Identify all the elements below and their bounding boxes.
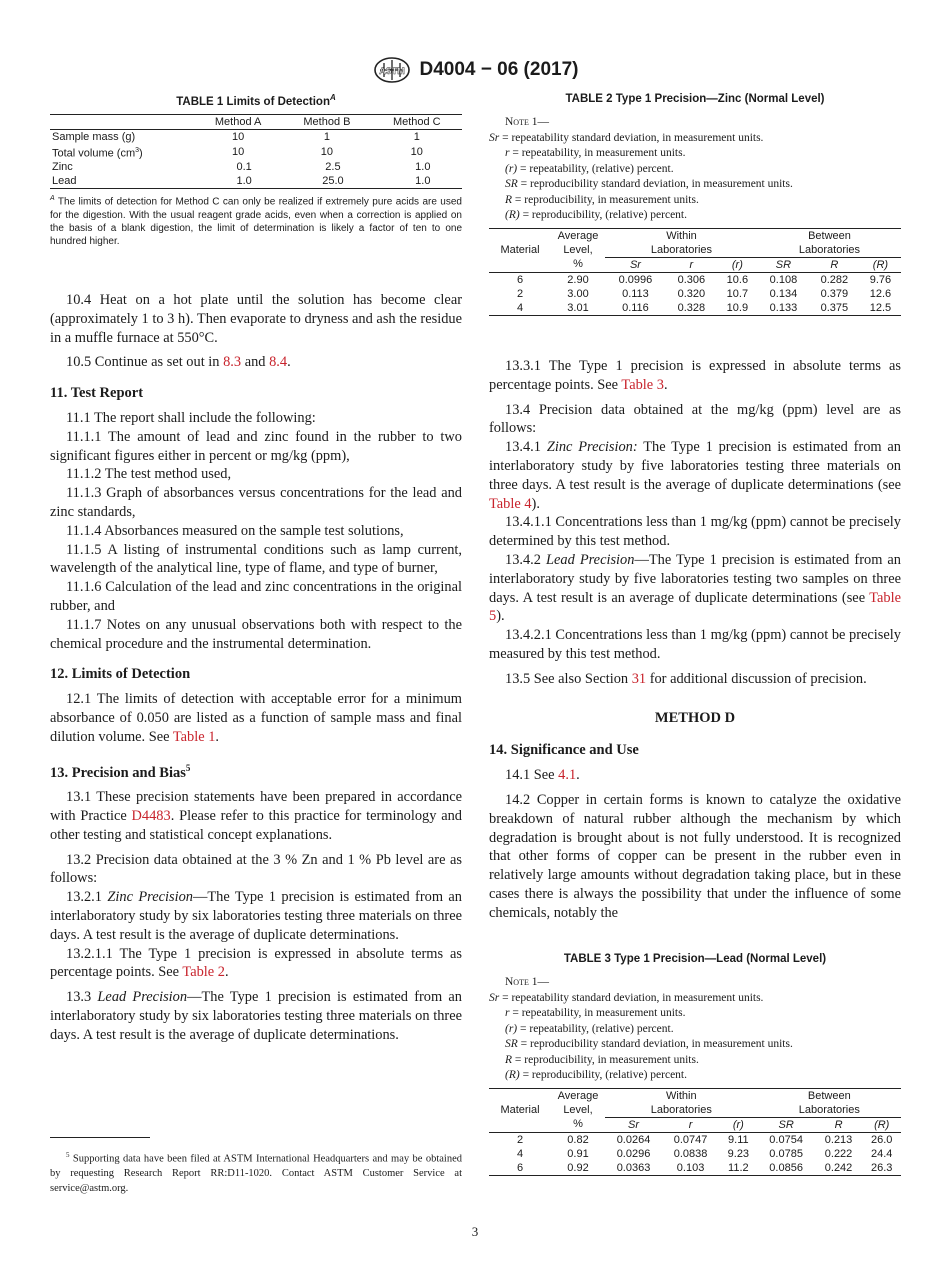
left-column bbox=[50, 291, 462, 1045]
table-1-footnote: $^A$ The limits of detection for Method C can only be realized if extremely pure acids are used for the digestion. With the usual reagent grade acids, even when a correction is applied on the basis of a blank digestion, the limit of determination is likely a factor of ten to one hundred higher. bbox=[50, 195, 462, 247]
table-row: Sample mass (g) 10 1 1 bbox=[52, 130, 420, 143]
footnote-5: $^5$ Supporting data have been filed at ASTM International Headquarters and may be obtained by requesting Research Report RR:D11-1020. Contact ASTM Customer Service at service@astm.org. bbox=[50, 1151, 462, 1194]
link-table-2[interactable]: Table 2 bbox=[182, 964, 225, 981]
para-13-1: 13.1 These precision statements have been prepared in accordance with Practice D4483. Please refer to this practice for terminology and other testing and statistical concept explanations. bbox=[50, 789, 462, 843]
table-1-grid bbox=[50, 114, 462, 190]
link-d4483[interactable]: D4483 bbox=[131, 807, 171, 824]
link-4-1[interactable]: 4.1 bbox=[558, 767, 577, 784]
table-row: 6 0.92 0.0363 0.103 11.2 0.0856 0.242 26.3 bbox=[489, 1161, 901, 1176]
table-row: 4 3.01 0.116 0.328 10.9 0.133 0.375 12.5 bbox=[489, 301, 901, 316]
para-11-1-7: 11.1.7 Notes on any unusual observations both with respect to the chemical procedure and the instrumental determination. bbox=[50, 616, 462, 652]
para-11-1-6: 11.1.6 Calculation of the lead and zinc concentrations in the original rubber, and bbox=[50, 579, 462, 614]
table-1-col: Method A bbox=[214, 115, 262, 128]
para-12-1: 12.1 The limits of detection with acceptable error for a minimum absorbance of 0.050 are listed as a function of sample mass and final dilution volume. See Table 1. bbox=[50, 691, 462, 745]
link-table-1[interactable]: Table 1 bbox=[172, 728, 216, 745]
designation: D4004 − 06 (2017) bbox=[419, 59, 579, 80]
link-table-5[interactable]: Table 5 bbox=[489, 589, 901, 625]
para-14-2: 14.2 Copper in certain forms is known to catalyze the oxidative breakdown of natural rubber although the mechanism by which degradation is brought about is not fully understood. It is recognized that other forms of copper can be present in the rubber even in relatively large amounts without degradation taking place, but in these cases there is always the possibility that under the influence of some chemicals, notably the bbox=[489, 791, 901, 921]
para-11-1-5: 11.1.5 A listing of instrumental conditions such as lamp current, wavelength of the analytical line, type of flame, and type of burner, bbox=[50, 541, 462, 577]
svg-text:ASTM: ASTM bbox=[378, 66, 405, 76]
footnote-rule bbox=[50, 1137, 150, 1138]
para-13-2-1: 13.2.1 Zinc Precision—The Type 1 precision is estimated from an interlaboratory study by six laboratories testing three materials on three days. A test result is the average of duplicate determinations. bbox=[50, 889, 462, 943]
table-2 bbox=[489, 93, 901, 316]
para-13-3: 13.3 Lead Precision—The Type 1 precision is estimated from an interlaboratory study by six laboratories testing three materials on three days. A test result is the average of duplicate determinations. bbox=[50, 989, 463, 1043]
para-10-4: 10.4 Heat on a hot plate until the solution has become clear (approximately 1 to 3 h). Then evaporate to dryness and ash the residue in a muffle furnace at 550°C. bbox=[50, 292, 462, 346]
link-section-31[interactable]: 31 bbox=[631, 670, 647, 687]
table-1-col: Method B bbox=[303, 115, 351, 128]
para-13-4-2-1: 13.4.2.1 Concentrations less than 1 mg/kg (ppm) cannot be precisely measured by this test method. bbox=[489, 627, 901, 662]
table-2-note: Note 1— Sr = repeatability standard deviation, in measurement units. r = repeatability, in measurement units. (r) = repeatability, (relative) percent. SR = reproducibility standard deviation, in measurement units. R = reproducibility, in measurement units. (R) = reproducibility, (relative) percent. bbox=[489, 116, 793, 221]
table-row: 4 0.91 0.0296 0.0838 9.23 0.0785 0.222 24.4 bbox=[516, 1147, 893, 1160]
table-2-grid: Material Average Within Between Level, Laboratories Laboratories % Sr r (r) SR R (R) 6 2.90 0.0996 0.306 10.6 0.108 0.282 9.76 2 3.00 0.113 0.320 10.7 0.134 0.379 12.6 4 3.01 0.116 0.328 10.9 0.133 0.375 12.5 bbox=[489, 228, 901, 316]
table-3-note: Note 1— Sr = repeatability standard deviation, in measurement units. r = repeatability, in measurement units. (r) = repeatability, (relative) percent. SR = reproducibility standard deviation, in measurement units. R = reproducibility, in measurement units. (R) = reproducibility, (relative) percent. bbox=[489, 976, 793, 1081]
table-3-grid: Material Average Within Between Level, Laboratories Laboratories % Sr r (r) SR R (R) 2 0.82 0.0264 0.0747 9.11 0.0754 0.213 26.0 4 0.91 0.0296 0.0838 9.23 0.0785 0.222 24.4 6 0.92 0.0363 0.103 11.2 0.0856 0.242 26.3 bbox=[489, 1088, 901, 1176]
table-row: Total volume $(cm^3)$ 10 10 10 bbox=[52, 146, 423, 160]
table-1-col: Method C bbox=[392, 115, 441, 128]
table-row: 2 0.82 0.0264 0.0747 9.11 0.0754 0.213 26.0 bbox=[516, 1133, 893, 1146]
link-table-3[interactable]: Table 3 bbox=[621, 376, 664, 393]
table-1 bbox=[50, 93, 462, 248]
heading-13: 13. Precision and Bias$^5$ bbox=[50, 762, 191, 781]
method-d-heading: METHOD D bbox=[654, 709, 736, 726]
astm-logo-icon bbox=[372, 56, 412, 84]
page-number: 3 bbox=[471, 1224, 479, 1239]
table-3 bbox=[489, 953, 901, 1176]
para-11-1-1: 11.1.1 The amount of lead and zinc found in the rubber to two significant figures either in percent or mg/kg (ppm), bbox=[50, 428, 462, 464]
para-13-5: 13.5 See also Section 31 for additional discussion of precision. bbox=[505, 670, 867, 687]
table-row: 2 3.00 0.113 0.320 10.7 0.134 0.379 12.6 bbox=[516, 287, 892, 300]
para-13-4-1: 13.4.1 Zinc Precision: The Type 1 precision is estimated from an interlaboratory study by five laboratories testing three materials on three days. A test result is the average of duplicate determinations (see Table 4). bbox=[489, 439, 901, 512]
table-row: Lead 1.0 25.0 1.0 bbox=[50, 174, 462, 189]
para-10-5: 10.5 Continue as set out in 8.3 and 8.4. bbox=[66, 354, 291, 371]
table-2-caption: TABLE 2 Type 1 Precision—Zinc (Normal Level) bbox=[565, 93, 825, 105]
para-14-1: 14.1 See 4.1. bbox=[505, 767, 580, 784]
link-8-3[interactable]: 8.3 bbox=[223, 354, 242, 371]
right-column bbox=[489, 357, 901, 923]
para-13-3-1: 13.3.1 The Type 1 precision is expressed in absolute terms as percentage points. See Table 3. bbox=[489, 358, 901, 393]
heading-14: 14. Significance and Use bbox=[489, 742, 639, 759]
para-11-1: 11.1 The report shall include the following: bbox=[66, 409, 316, 426]
table-3-caption: TABLE 3 Type 1 Precision—Lead (Normal Level) bbox=[563, 953, 827, 965]
para-13-2: 13.2 Precision data obtained at the 3 % Zn and 1 % Pb level are as follows: bbox=[50, 851, 462, 887]
table-1-caption: TABLE 1 Limits of Detection$^A$ bbox=[176, 93, 336, 108]
para-13-4-1-1: 13.4.1.1 Concentrations less than 1 mg/kg (ppm) cannot be precisely determined by this test method. bbox=[489, 514, 901, 550]
link-8-4[interactable]: 8.4 bbox=[269, 354, 288, 371]
page-header bbox=[0, 56, 950, 84]
para-13-2-1-1: 13.2.1.1 The Type 1 precision is expressed in absolute terms as percentage points. See Table 2. bbox=[50, 945, 462, 981]
table-row: Zinc 0.1 2.5 1.0 bbox=[52, 161, 431, 174]
para-13-4-2: 13.4.2 Lead Precision—The Type 1 precision is estimated from an interlaboratory study by five laboratories testing two samples on three days. A test result is an average of duplicate determinations (see Table 5). bbox=[489, 551, 901, 625]
para-11-1-3: 11.1.3 Graph of absorbances versus concentrations for the lead and zinc standards, bbox=[50, 485, 462, 520]
para-11-1-2: 11.1.2 The test method used, bbox=[66, 466, 232, 483]
link-table-4[interactable]: Table 4 bbox=[489, 495, 532, 512]
para-13-4: 13.4 Precision data obtained at the mg/kg (ppm) level are as follows: bbox=[489, 401, 901, 437]
para-11-1-4: 11.1.4 Absorbances measured on the sample test solutions, bbox=[66, 522, 404, 539]
table-row: 6 2.90 0.0996 0.306 10.6 0.108 0.282 9.76 bbox=[516, 273, 892, 286]
heading-11: 11. Test Report bbox=[50, 385, 144, 402]
heading-12: 12. Limits of Detection bbox=[50, 666, 191, 683]
